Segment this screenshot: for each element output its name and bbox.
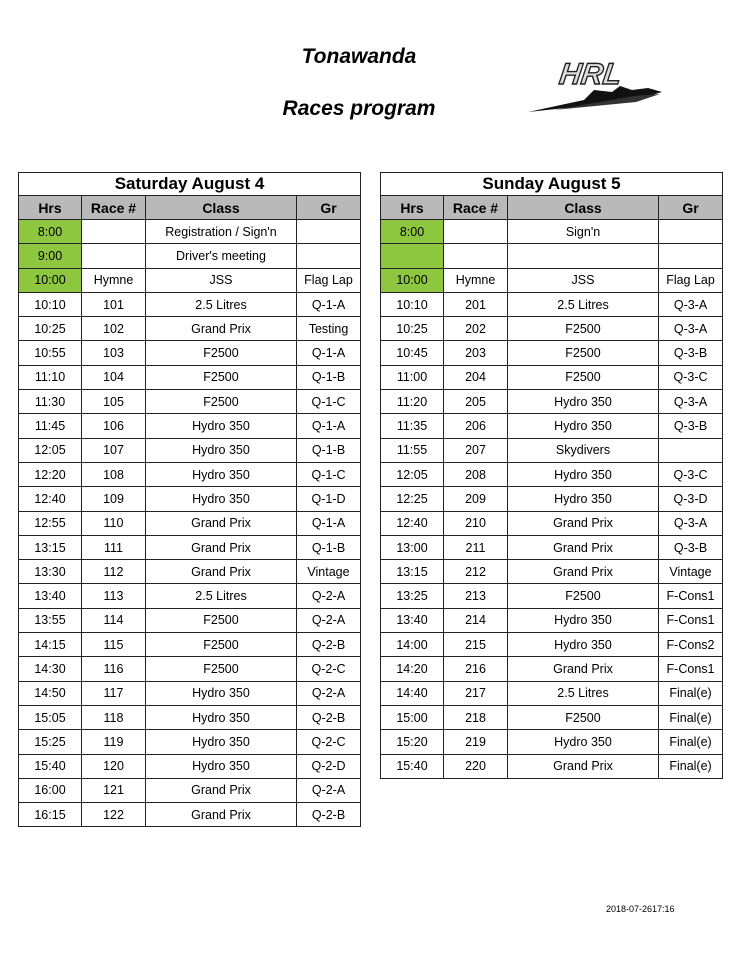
group-cell: Q-1-D: [297, 487, 361, 511]
group-cell: Q-2-D: [297, 754, 361, 778]
group-cell: F-Cons1: [659, 657, 723, 681]
time-cell: 11:10: [19, 365, 82, 389]
sunday-day-header: Sunday August 5: [381, 173, 723, 196]
table-row: [381, 681, 723, 705]
time-cell: 15:20: [381, 730, 444, 754]
time-cell: 10:00: [381, 268, 444, 292]
class-cell: F2500: [508, 584, 659, 608]
table-row: [19, 535, 361, 559]
col-class-header: Class: [146, 196, 297, 220]
group-cell: Q-1-A: [297, 414, 361, 438]
saturday-schedule-table: [18, 172, 361, 827]
time-cell: 14:30: [19, 657, 82, 681]
race-number-cell: 113: [82, 584, 146, 608]
race-number-cell: 119: [82, 730, 146, 754]
time-cell: 13:30: [19, 560, 82, 584]
group-cell: Q-3-A: [659, 390, 723, 414]
time-cell: 10:10: [381, 292, 444, 316]
group-cell: Q-3-D: [659, 487, 723, 511]
race-number-cell: 214: [444, 608, 508, 632]
sunday-schedule-table: [380, 172, 723, 779]
table-row: [19, 803, 361, 827]
group-cell: [659, 220, 723, 244]
table-row: [381, 438, 723, 462]
class-cell: Hydro 350: [508, 414, 659, 438]
time-cell: 13:55: [19, 608, 82, 632]
table-row: [19, 268, 361, 292]
class-cell: Grand Prix: [508, 560, 659, 584]
race-number-cell: 205: [444, 390, 508, 414]
time-cell: 14:15: [19, 633, 82, 657]
table-row: [381, 511, 723, 535]
sunday-rows: [381, 220, 723, 779]
class-cell: F2500: [146, 608, 297, 632]
race-number-cell: 121: [82, 778, 146, 802]
table-row: [19, 584, 361, 608]
class-cell: Registration / Sign'n: [146, 220, 297, 244]
page-title: Tonawanda: [301, 45, 417, 68]
time-cell: 13:40: [381, 608, 444, 632]
class-cell: F2500: [146, 657, 297, 681]
class-cell: F2500: [146, 365, 297, 389]
table-row: [19, 560, 361, 584]
group-cell: Q-2-C: [297, 730, 361, 754]
class-cell: Hydro 350: [146, 754, 297, 778]
table-row: [19, 462, 361, 486]
time-cell: 14:20: [381, 657, 444, 681]
class-cell: F2500: [146, 633, 297, 657]
group-cell: Q-2-A: [297, 584, 361, 608]
time-cell: 9:00: [19, 244, 82, 268]
class-cell: 2.5 Litres: [508, 292, 659, 316]
class-cell: Grand Prix: [508, 657, 659, 681]
race-number-cell: 110: [82, 511, 146, 535]
table-row: [19, 414, 361, 438]
race-number-cell: 203: [444, 341, 508, 365]
table-row: [19, 244, 361, 268]
table-row: [19, 681, 361, 705]
group-cell: Flag Lap: [659, 268, 723, 292]
col-class-header: Class: [508, 196, 659, 220]
race-number-cell: 207: [444, 438, 508, 462]
time-cell: 15:00: [381, 705, 444, 729]
time-cell: 12:55: [19, 511, 82, 535]
col-race-header: Race #: [82, 196, 146, 220]
saturday-rows: [19, 220, 361, 827]
time-cell: 12:05: [19, 438, 82, 462]
class-cell: Hydro 350: [508, 390, 659, 414]
col-race-header: Race #: [444, 196, 508, 220]
table-row: [381, 705, 723, 729]
class-cell: Hydro 350: [146, 462, 297, 486]
class-cell: F2500: [508, 365, 659, 389]
class-cell: 2.5 Litres: [508, 681, 659, 705]
race-number-cell: 117: [82, 681, 146, 705]
time-cell: 11:35: [381, 414, 444, 438]
table-row: [381, 462, 723, 486]
group-cell: Q-3-C: [659, 462, 723, 486]
time-cell: 8:00: [19, 220, 82, 244]
race-number-cell: Hymne: [444, 268, 508, 292]
saturday-day-header: Saturday August 4: [19, 173, 361, 196]
group-cell: Q-1-B: [297, 535, 361, 559]
race-number-cell: 209: [444, 487, 508, 511]
group-cell: Q-3-B: [659, 341, 723, 365]
group-cell: Flag Lap: [297, 268, 361, 292]
time-cell: 13:15: [19, 535, 82, 559]
table-row: [19, 317, 361, 341]
race-number-cell: Hymne: [82, 268, 146, 292]
time-cell: 11:45: [19, 414, 82, 438]
time-cell: 13:00: [381, 535, 444, 559]
group-cell: Testing: [297, 317, 361, 341]
race-number-cell: 206: [444, 414, 508, 438]
table-row: [381, 390, 723, 414]
class-cell: 2.5 Litres: [146, 584, 297, 608]
group-cell: Vintage: [297, 560, 361, 584]
class-cell: 2.5 Litres: [146, 292, 297, 316]
group-cell: Q-3-C: [659, 365, 723, 389]
class-cell: Hydro 350: [508, 633, 659, 657]
time-cell: 11:30: [19, 390, 82, 414]
time-cell: 10:45: [381, 341, 444, 365]
table-row: [19, 608, 361, 632]
col-hrs-header: Hrs: [381, 196, 444, 220]
table-row: [381, 317, 723, 341]
time-cell: [381, 244, 444, 268]
table-row: [381, 754, 723, 778]
race-number-cell: 216: [444, 657, 508, 681]
race-number-cell: 220: [444, 754, 508, 778]
class-cell: Grand Prix: [508, 535, 659, 559]
race-number-cell: 106: [82, 414, 146, 438]
col-gr-header: Gr: [659, 196, 723, 220]
race-number-cell: 108: [82, 462, 146, 486]
table-row: [19, 705, 361, 729]
table-row: [19, 438, 361, 462]
group-cell: Q-1-B: [297, 438, 361, 462]
class-cell: Sign'n: [508, 220, 659, 244]
class-cell: Grand Prix: [508, 511, 659, 535]
class-cell: F2500: [508, 341, 659, 365]
time-cell: 12:25: [381, 487, 444, 511]
group-cell: F-Cons1: [659, 584, 723, 608]
class-cell: Driver's meeting: [146, 244, 297, 268]
race-number-cell: 103: [82, 341, 146, 365]
race-number-cell: 218: [444, 705, 508, 729]
group-cell: Q-1-A: [297, 341, 361, 365]
race-number-cell: 116: [82, 657, 146, 681]
race-number-cell: 122: [82, 803, 146, 827]
group-cell: Final(e): [659, 754, 723, 778]
time-cell: 14:00: [381, 633, 444, 657]
race-number-cell: 112: [82, 560, 146, 584]
group-cell: Q-1-A: [297, 511, 361, 535]
page-subtitle: Races program: [282, 97, 436, 120]
class-cell: Hydro 350: [146, 730, 297, 754]
table-row: [381, 560, 723, 584]
class-cell: Hydro 350: [508, 487, 659, 511]
class-cell: Hydro 350: [146, 414, 297, 438]
table-row: [381, 292, 723, 316]
group-cell: Q-2-B: [297, 705, 361, 729]
class-cell: Grand Prix: [146, 535, 297, 559]
table-row: [381, 341, 723, 365]
logo-text: HRL: [557, 58, 624, 91]
table-row: [19, 487, 361, 511]
time-cell: 14:50: [19, 681, 82, 705]
race-number-cell: 101: [82, 292, 146, 316]
time-cell: 8:00: [381, 220, 444, 244]
race-number-cell: 219: [444, 730, 508, 754]
race-number-cell: 204: [444, 365, 508, 389]
race-number-cell: 107: [82, 438, 146, 462]
group-cell: [659, 244, 723, 268]
time-cell: 11:20: [381, 390, 444, 414]
time-cell: 10:00: [19, 268, 82, 292]
race-number-cell: 105: [82, 390, 146, 414]
col-gr-header: Gr: [297, 196, 361, 220]
class-cell: [508, 244, 659, 268]
class-cell: Hydro 350: [508, 462, 659, 486]
table-row: [19, 778, 361, 802]
table-row: [381, 657, 723, 681]
class-cell: Grand Prix: [146, 317, 297, 341]
group-cell: Q-2-A: [297, 681, 361, 705]
class-cell: Grand Prix: [146, 511, 297, 535]
race-number-cell: 111: [82, 535, 146, 559]
class-cell: F2500: [146, 390, 297, 414]
race-number-cell: 212: [444, 560, 508, 584]
time-cell: 12:05: [381, 462, 444, 486]
group-cell: Q-2-B: [297, 633, 361, 657]
table-row: [19, 657, 361, 681]
race-number-cell: 213: [444, 584, 508, 608]
group-cell: Q-3-B: [659, 535, 723, 559]
col-hrs-header: Hrs: [19, 196, 82, 220]
class-cell: Hydro 350: [508, 608, 659, 632]
race-number-cell: 215: [444, 633, 508, 657]
group-cell: Final(e): [659, 705, 723, 729]
time-cell: 11:00: [381, 365, 444, 389]
race-number-cell: [444, 220, 508, 244]
time-cell: 12:20: [19, 462, 82, 486]
race-number-cell: 104: [82, 365, 146, 389]
table-row: [19, 341, 361, 365]
table-row: [19, 390, 361, 414]
race-number-cell: 210: [444, 511, 508, 535]
group-cell: Q-2-A: [297, 608, 361, 632]
group-cell: Q-1-C: [297, 390, 361, 414]
table-row: [19, 754, 361, 778]
group-cell: Q-2-C: [297, 657, 361, 681]
class-cell: Hydro 350: [146, 705, 297, 729]
group-cell: F-Cons2: [659, 633, 723, 657]
table-row: [381, 608, 723, 632]
time-cell: 13:15: [381, 560, 444, 584]
group-cell: Q-1-A: [297, 292, 361, 316]
group-cell: Vintage: [659, 560, 723, 584]
table-row: [19, 730, 361, 754]
race-number-cell: 211: [444, 535, 508, 559]
table-row: [381, 244, 723, 268]
table-row: [381, 535, 723, 559]
class-cell: Grand Prix: [508, 754, 659, 778]
class-cell: Skydivers: [508, 438, 659, 462]
time-cell: 12:40: [381, 511, 444, 535]
time-cell: 14:40: [381, 681, 444, 705]
group-cell: Final(e): [659, 681, 723, 705]
time-cell: 10:25: [19, 317, 82, 341]
class-cell: Hydro 350: [146, 487, 297, 511]
race-number-cell: 217: [444, 681, 508, 705]
class-cell: Grand Prix: [146, 803, 297, 827]
group-cell: F-Cons1: [659, 608, 723, 632]
table-row: [381, 487, 723, 511]
class-cell: Grand Prix: [146, 778, 297, 802]
time-cell: 15:05: [19, 705, 82, 729]
race-number-cell: 201: [444, 292, 508, 316]
hrl-logo: [524, 50, 664, 120]
race-number-cell: 118: [82, 705, 146, 729]
time-cell: 15:25: [19, 730, 82, 754]
race-number-cell: 208: [444, 462, 508, 486]
class-cell: F2500: [508, 705, 659, 729]
time-cell: 13:40: [19, 584, 82, 608]
race-number-cell: 114: [82, 608, 146, 632]
table-row: [381, 220, 723, 244]
group-cell: Q-3-A: [659, 317, 723, 341]
table-row: [19, 292, 361, 316]
class-cell: Hydro 350: [508, 730, 659, 754]
time-cell: 13:25: [381, 584, 444, 608]
time-cell: 16:15: [19, 803, 82, 827]
table-row: [19, 511, 361, 535]
time-cell: 15:40: [381, 754, 444, 778]
class-cell: JSS: [508, 268, 659, 292]
race-number-cell: [82, 220, 146, 244]
table-row: [19, 633, 361, 657]
group-cell: Q-3-A: [659, 511, 723, 535]
time-cell: 11:55: [381, 438, 444, 462]
race-number-cell: 102: [82, 317, 146, 341]
table-row: [381, 584, 723, 608]
time-cell: 10:25: [381, 317, 444, 341]
race-number-cell: 120: [82, 754, 146, 778]
class-cell: JSS: [146, 268, 297, 292]
race-number-cell: 202: [444, 317, 508, 341]
time-cell: 10:10: [19, 292, 82, 316]
class-cell: Grand Prix: [146, 560, 297, 584]
time-cell: 10:55: [19, 341, 82, 365]
race-number-cell: 115: [82, 633, 146, 657]
group-cell: Q-2-B: [297, 803, 361, 827]
race-number-cell: [82, 244, 146, 268]
print-timestamp: 2018-07-2617:16: [606, 904, 675, 914]
table-row: [19, 220, 361, 244]
race-number-cell: 109: [82, 487, 146, 511]
table-row: [19, 365, 361, 389]
time-cell: 15:40: [19, 754, 82, 778]
table-row: [381, 365, 723, 389]
race-number-cell: [444, 244, 508, 268]
group-cell: Q-3-B: [659, 414, 723, 438]
class-cell: F2500: [146, 341, 297, 365]
group-cell: Q-2-A: [297, 778, 361, 802]
group-cell: [297, 220, 361, 244]
time-cell: 12:40: [19, 487, 82, 511]
table-row: [381, 414, 723, 438]
table-row: [381, 633, 723, 657]
time-cell: 16:00: [19, 778, 82, 802]
class-cell: Hydro 350: [146, 438, 297, 462]
group-cell: Q-3-A: [659, 292, 723, 316]
group-cell: Final(e): [659, 730, 723, 754]
class-cell: Hydro 350: [146, 681, 297, 705]
group-cell: Q-1-C: [297, 462, 361, 486]
class-cell: F2500: [508, 317, 659, 341]
group-cell: [297, 244, 361, 268]
table-row: [381, 268, 723, 292]
group-cell: [659, 438, 723, 462]
group-cell: Q-1-B: [297, 365, 361, 389]
table-row: [381, 730, 723, 754]
